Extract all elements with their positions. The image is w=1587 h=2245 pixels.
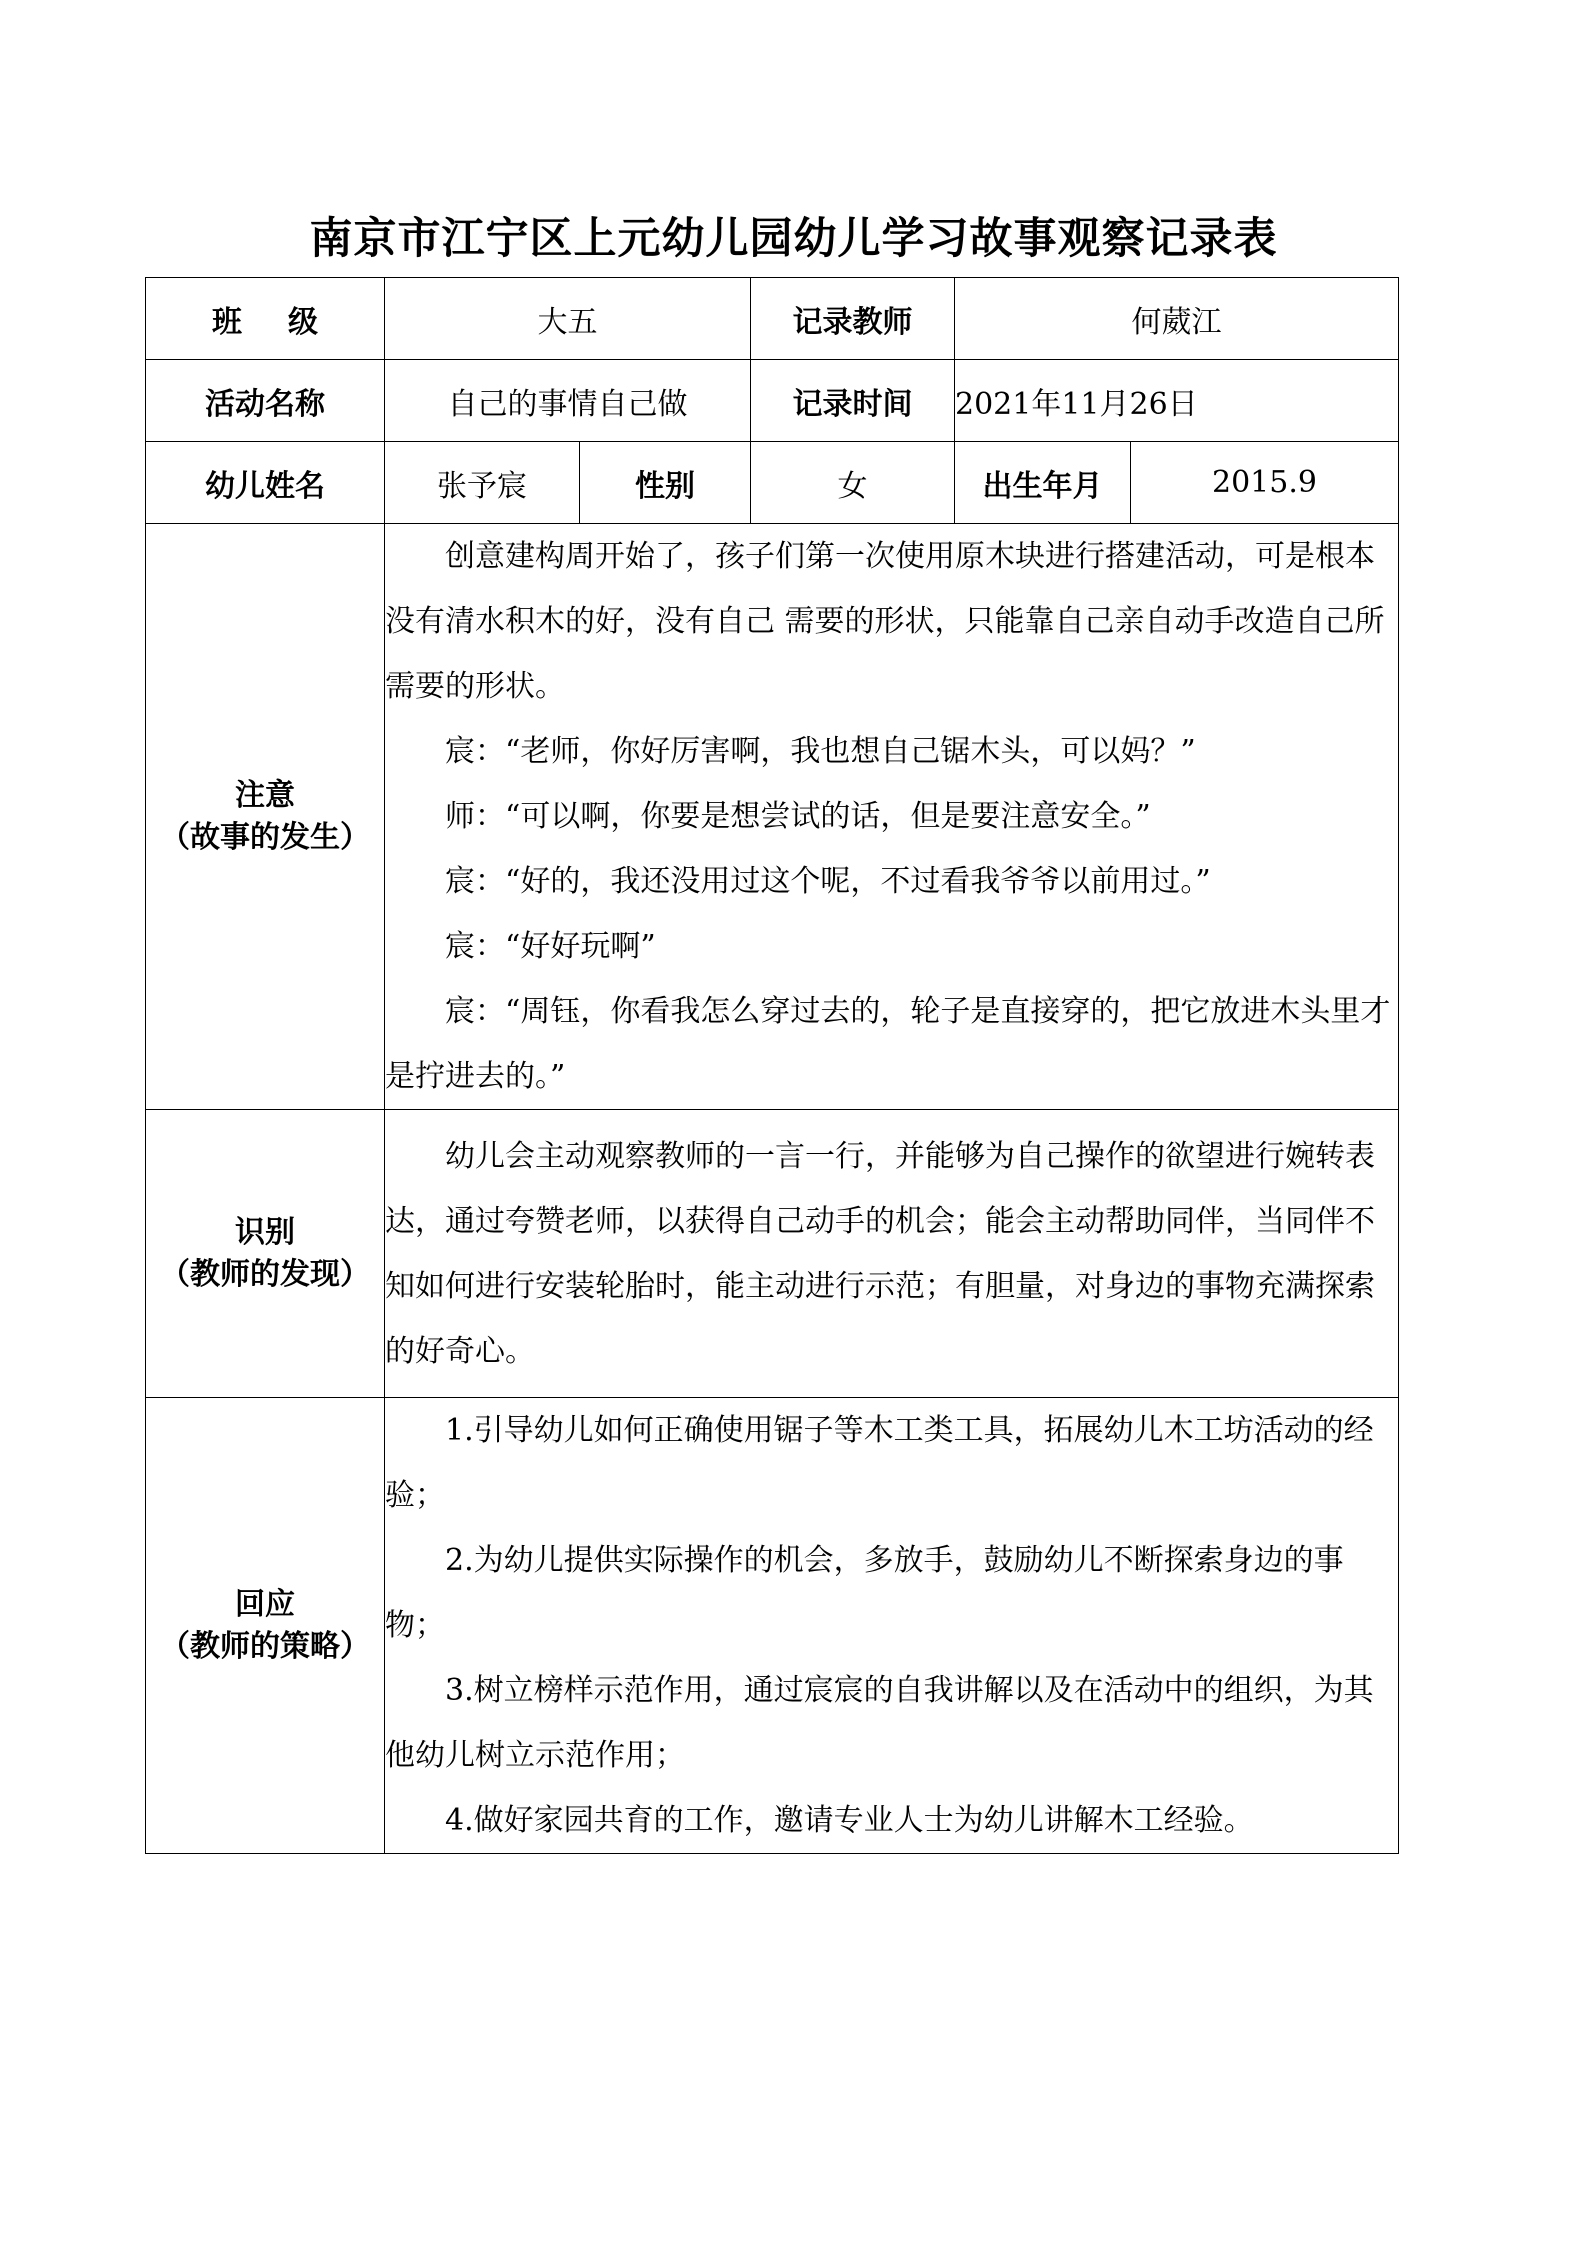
respond-sublabel: （教师的策略） bbox=[160, 1628, 370, 1664]
respond-paragraph: 3.树立榜样示范作用，通过宸宸的自我讲解以及在活动中的组织，为其他幼儿树立示范作用； bbox=[385, 1673, 1374, 1773]
identify-row bbox=[146, 1110, 1399, 1398]
activity-label: 活动名称 bbox=[146, 360, 385, 442]
identify-label-cell bbox=[146, 1110, 385, 1398]
notice-paragraph: 宸：“好好玩啊” bbox=[445, 929, 656, 964]
identify-paragraph: 幼儿会主动观察教师的一言一行，并能够为自己操作的欲望进行婉转表达，通过夸赞老师，以获得自己动手的机会；能会主动帮助同伴，当同伴不知如何进行安装轮胎时，能主动进行示范；有胆量，对身边的事物充满探索的好奇心。 bbox=[385, 1138, 1375, 1369]
identify-label: 识别 bbox=[235, 1214, 295, 1250]
respond-label: 回应 bbox=[235, 1586, 295, 1622]
child-info-row bbox=[146, 442, 1399, 524]
time-value: 2021年11月26日 bbox=[955, 360, 1399, 442]
class-label-cell bbox=[146, 278, 385, 360]
name-label: 幼儿姓名 bbox=[146, 442, 385, 524]
notice-paragraph: 宸：“老师，你好厉害啊，我也想自己锯木头，可以妈？” bbox=[445, 734, 1196, 769]
notice-content bbox=[385, 524, 1399, 1110]
respond-paragraph: 4.做好家园共育的工作，邀请专业人士为幼儿讲解木工经验。 bbox=[445, 1803, 1254, 1838]
respond-label-cell bbox=[146, 1398, 385, 1854]
respond-paragraph: 1.引导幼儿如何正确使用锯子等木工类工具，拓展幼儿木工坊活动的经验； bbox=[385, 1413, 1374, 1513]
activity-value: 自己的事情自己做 bbox=[385, 360, 751, 442]
notice-paragraph: 宸：“周钰，你看我怎么穿过去的，轮子是直接穿的，把它放进木头里才是拧进去的。” bbox=[385, 994, 1391, 1094]
identify-sublabel: （教师的发现） bbox=[160, 1256, 370, 1292]
document-title: 南京市江宁区上元幼儿园幼儿学习故事观察记录表 bbox=[309, 214, 1278, 264]
notice-label: 注意 bbox=[235, 777, 295, 813]
identify-content bbox=[385, 1110, 1399, 1398]
birth-label: 出生年月 bbox=[955, 442, 1131, 524]
notice-label-cell bbox=[146, 524, 385, 1110]
teacher-value: 何葳江 bbox=[955, 278, 1399, 360]
observation-record-table bbox=[145, 277, 1399, 1854]
teacher-label: 记录教师 bbox=[751, 278, 955, 360]
respond-content bbox=[385, 1398, 1399, 1854]
notice-row bbox=[146, 524, 1399, 1110]
notice-paragraph: 师：“可以啊，你要是想尝试的话，但是要注意安全。” bbox=[445, 799, 1151, 834]
class-value: 大五 bbox=[385, 278, 751, 360]
respond-paragraph: 2.为幼儿提供实际操作的机会，多放手，鼓励幼儿不断探索身边的事物； bbox=[385, 1543, 1344, 1643]
class-label: 班级 bbox=[212, 304, 364, 340]
birth-value: 2015.9 bbox=[1131, 442, 1399, 524]
notice-paragraph: 创意建构周开始了，孩子们第一次使用原木块进行搭建活动，可是根本没有清水积木的好，没有自己 需要的形状，只能靠自己亲自动手改造自己所需要的形状。 bbox=[385, 539, 1385, 704]
name-value: 张予宸 bbox=[385, 442, 580, 524]
respond-row bbox=[146, 1398, 1399, 1854]
gender-label: 性别 bbox=[580, 442, 751, 524]
notice-sublabel: （故事的发生） bbox=[160, 819, 370, 855]
class-row bbox=[146, 278, 1399, 360]
time-label: 记录时间 bbox=[751, 360, 955, 442]
activity-row bbox=[146, 360, 1399, 442]
gender-value: 女 bbox=[751, 442, 955, 524]
notice-paragraph: 宸：“好的，我还没用过这个呢，不过看我爷爷以前用过。” bbox=[445, 864, 1211, 899]
